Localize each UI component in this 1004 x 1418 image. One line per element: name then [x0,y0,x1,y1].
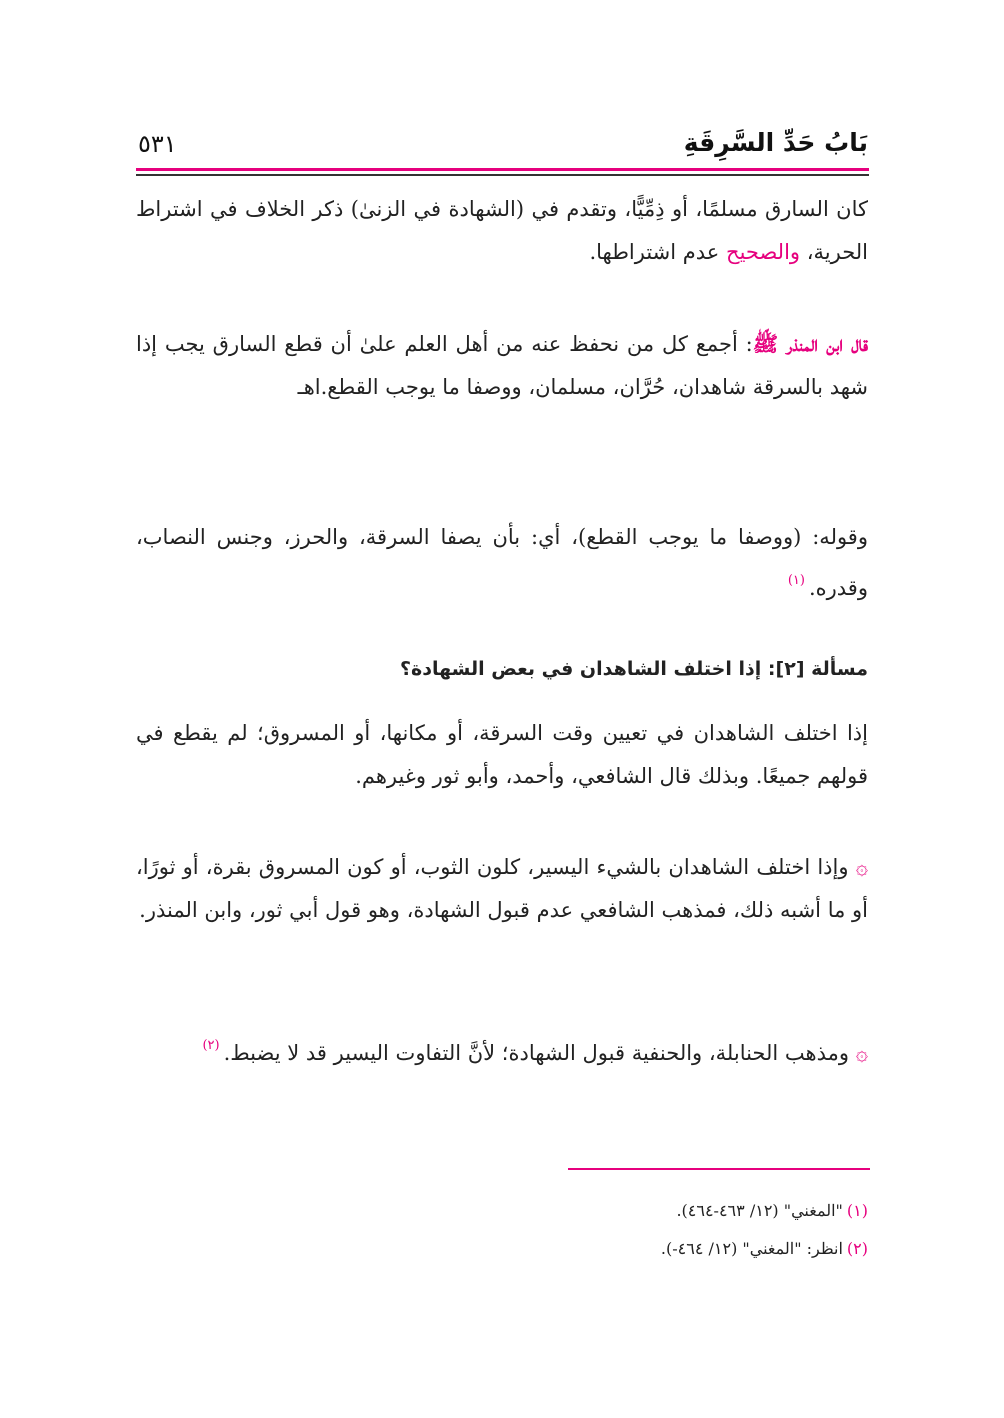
footnote-ref-2[interactable]: (٢) [202,1038,220,1053]
paragraph-6-text: ومذهب الحنابلة، والحنفية قبول الشهادة؛ لأنَّ التفاوت اليسير قد لا يضبط. [223,1041,856,1065]
paragraph-2-text: : أجمع كل من نحفظ عنه من أهل العلم علىٰ أن قطع السارق يجب إذا شهد بالسرقة شاهدان، حُرَّان، مسلمان، ووصفا ما يوجب القطع.اهـ [136,332,868,399]
page-number: ٥٣١ [138,130,177,158]
paragraph-5-text: وإذا اختلف الشاهدان بالشيء اليسير، كلون الثوب، أو كون المسروق بقرة، أو ثورًا، أو ما أشبه ذلك، فمذهب الشافعي عدم قبول الشهادة، وهو قول أبي ثور، وابن المنذر. [136,855,868,922]
paragraph-4-text: إذا اختلف الشاهدان في تعيين وقت السرقة، أو مكانها، أو المسروق؛ لم يقطع في قولهم جميعًا. وبذلك قال الشافعي، وأحمد، وأبو ثور وغيرهم. [136,721,868,788]
question-heading [136,658,868,680]
paragraph-4 [136,712,868,798]
highlight-word: والصحيح [726,240,801,264]
speaker-name: قال ابن المنذر ﷺ [752,331,868,356]
paragraph-5 [136,846,868,932]
paragraph-1 [136,188,868,274]
chapter-title: بَابُ حَدِّ السَّرِقَةِ [683,128,868,157]
question-text: إذا اختلف الشاهدان في بعض الشهادة؟ [400,658,762,680]
paragraph-1-text-b: عدم اشتراطها. [589,240,727,264]
footnote-1 [136,1198,868,1224]
footnote-number: (١) [846,1201,868,1220]
footnote-text: "المغني" (١٢/ ٤٦٣-٤٦٤). [676,1201,843,1220]
flower-marker-icon: ۞ [855,1041,868,1065]
header-rule-dark [136,174,869,176]
question-label: مسألة [٢]: [767,658,868,680]
paragraph-2 [136,322,868,409]
footnote-ref-1[interactable]: (١) [787,573,805,588]
paragraph-1-text-a: كان السارق مسلمًا، أو ذِمِّيًّا، وتقدم في (الشهادة في الزنىٰ) ذكر الخلاف في اشتراط الحرية، [136,197,868,264]
footnote-2 [136,1236,868,1262]
paragraph-3 [136,516,868,610]
footnote-text: انظر: "المغني" (١٢/ ٤٦٤-). [660,1239,843,1258]
page-header [136,126,868,170]
header-rule-pink [136,168,869,171]
footnote-number: (٢) [846,1239,868,1258]
flower-marker-icon: ۞ [855,855,868,879]
paragraph-6 [136,1024,868,1075]
footnote-divider [568,1168,870,1170]
paragraph-3-text: وقوله: (ووصفا ما يوجب القطع)، أي: بأن يصفا السرقة، والحرز، وجنس النصاب، وقدره. [136,525,868,600]
